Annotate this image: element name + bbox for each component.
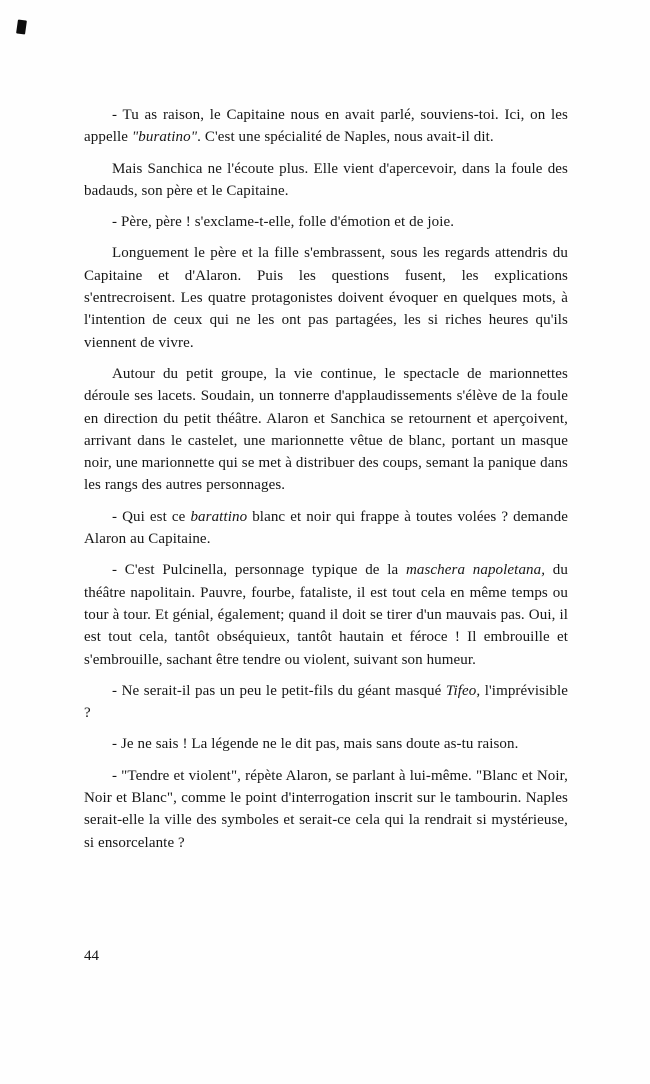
paragraph xyxy=(84,506,568,551)
paragraph xyxy=(84,158,568,203)
page-text-block xyxy=(84,104,568,863)
paragraph xyxy=(84,733,568,755)
text-run: l'imprévisible ? xyxy=(84,682,568,722)
text-run: du théâtre napolitain. Pauvre, fourbe, fataliste, il est tout cela en même temps ou tour à tour. Et génial, également; quand il doit se tirer d'un mauvais pas. Oui, il est tout cela, tantôt obséquieux, tantôt hautain et féroce ! Il embrouille et s'embrouille, sachant être tendre ou violent, suivant son humeur. xyxy=(84,562,568,668)
text-run: - Je ne sais ! La légende ne le dit pas, mais sans doute as-tu raison. xyxy=(112,736,519,753)
italic-text-run: Tifeo, xyxy=(445,682,481,699)
italic-text-run: barattino xyxy=(190,508,248,525)
text-run: Autour du petit groupe, la vie continue, le spectacle de marionnettes déroule ses lacets. Soudain, un tonnerre d'applaudissements s'élève de la foule en direction du petit théâtre. Alaron et Sanchica se retournent et aperçoivent, arrivant dans le castelet, une marionnette vêtue de blanc, portant un masque noir, une marionnette qui se met à distribuer des coups, semant la panique dans les rangs des autres personnages. xyxy=(84,365,568,494)
paragraph xyxy=(84,104,568,149)
paragraph xyxy=(84,680,568,725)
text-run: - C'est Pulcinella, personnage typique de la xyxy=(112,562,406,579)
italic-text-run: "buratino" xyxy=(131,129,198,146)
text-run: Longuement le père et la fille s'embrassent, sous les regards attendris du Capitaine et d'Alaron. Puis les questions fusent, les explications s'entrecroisent. Les quatre protagonistes doivent évoquer en quelques mots, à l'intention de ceux qui ne les ont pas partagées, les si riches heures qu'ils viennent de vivre. xyxy=(84,245,568,351)
paragraph xyxy=(84,211,568,233)
paragraph xyxy=(84,559,568,670)
paragraph xyxy=(84,363,568,497)
italic-text-run: maschera napoletana, xyxy=(405,562,546,579)
text-run: blanc et noir qui frappe à toutes volées ? demande Alaron au Capitaine. xyxy=(84,508,568,548)
text-run: . C'est une spécialité de Naples, nous avait-il dit. xyxy=(197,129,494,146)
text-run: - "Tendre et violent", répète Alaron, se parlant à lui-même. "Blanc et Noir, Noir et Blanc", comme le point d'interrogation inscrit sur le tambourin. Naples serait-elle la ville des symboles et serait-ce cela qui la rendrait si mystérieuse, si ensorcelante ? xyxy=(84,767,568,851)
paragraph xyxy=(84,765,568,854)
page-number: 44 xyxy=(84,948,99,964)
text-run: - Ne serait-il pas un peu le petit-fils du géant masqué xyxy=(112,682,446,699)
text-run: Mais Sanchica ne l'écoute plus. Elle vient d'apercevoir, dans la foule des badauds, son père et le Capitaine. xyxy=(84,160,568,199)
text-run: - Qui est ce xyxy=(112,508,191,525)
paragraph xyxy=(84,242,568,353)
scan-artifact xyxy=(16,19,27,34)
text-run: - Tu as raison, le Capitaine nous en avait parlé, souviens-toi. Ici, on les appelle xyxy=(84,107,568,146)
text-run: - Père, père ! s'exclame-t-elle, folle d'émotion et de joie. xyxy=(112,214,455,231)
